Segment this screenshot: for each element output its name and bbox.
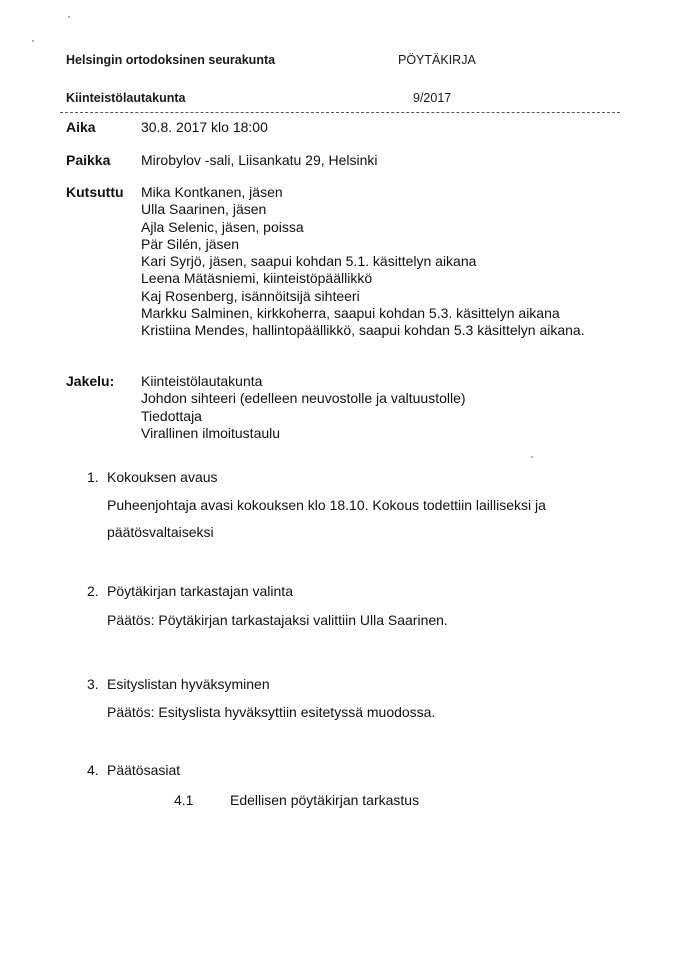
subsection-number: 4.1: [174, 792, 194, 808]
document-number: 9/2017: [413, 91, 452, 105]
attendee-item: Pär Silén, jäsen: [141, 235, 240, 252]
section-number: 3.: [87, 676, 99, 692]
paikka-value: Mirobylov -sali, Liisankatu 29, Helsinki: [141, 152, 378, 168]
distribution-list: [141, 373, 466, 442]
scan-speck: [531, 456, 533, 458]
section-title: Kokouksen avaus: [107, 469, 218, 485]
committee-name: Kiinteistölautakunta: [66, 91, 186, 105]
distribution-item: Johdon sihteeri (edelleen neuvostolle ja valtuustolle): [141, 390, 466, 407]
section-number: 1.: [87, 469, 99, 485]
aika-value: 30.8. 2017 klo 18:00: [141, 119, 268, 135]
aika-label: Aika: [66, 119, 96, 135]
attendee-item: Markku Salminen, kirkkoherra, saapui kohdan 5.3. käsittelyn aikana: [141, 305, 560, 322]
section-text: Puheenjohtaja avasi kokouksen klo 18.10. Kokous todettiin lailliseksi ja: [107, 497, 546, 513]
organization-name: Helsingin ortodoksinen seurakunta: [66, 53, 276, 67]
section-title: Pöytäkirjan tarkastajan valinta: [107, 583, 293, 599]
paikka-label: Paikka: [66, 152, 111, 168]
attendee-item: Kristiina Mendes, hallintopäällikkö, saapui kohdan 5.3 käsittelyn aikana.: [141, 322, 585, 339]
section-number: 4.: [87, 762, 99, 778]
distribution-item: Tiedottaja: [141, 407, 202, 424]
scan-speck: [68, 16, 70, 18]
distribution-item: Virallinen ilmoitustaulu: [141, 424, 281, 441]
subsection-title: Edellisen pöytäkirjan tarkastus: [230, 792, 420, 808]
attendee-item: Ulla Saarinen, jäsen: [141, 201, 267, 218]
kutsuttu-label: Kutsuttu: [66, 184, 124, 200]
section-number: 2.: [87, 583, 99, 599]
document-type: PÖYTÄKIRJA: [398, 53, 476, 67]
scan-speck: [32, 40, 34, 42]
section-title: Esityslistan hyväksyminen: [107, 676, 270, 692]
section-text: Päätös: Esityslista hyväksyttiin esitetyssä muodossa.: [107, 704, 436, 720]
attendee-item: Kari Syrjö, jäsen, saapui kohdan 5.1. käsittelyn aikana: [141, 253, 477, 270]
section-text: Päätös: Pöytäkirjan tarkastajaksi valittiin Ulla Saarinen.: [107, 612, 448, 628]
header-divider: [60, 112, 620, 113]
attendee-item: Leena Mätäsniemi, kiinteistöpäällikkö: [141, 270, 373, 287]
section-title: Päätösasiat: [107, 762, 181, 778]
section-text: päätösvaltaiseksi: [107, 524, 214, 540]
attendee-list: [141, 184, 585, 340]
jakelu-label: Jakelu:: [66, 373, 115, 389]
attendee-item: Mika Kontkanen, jäsen: [141, 184, 283, 200]
attendee-item: Kaj Rosenberg, isännöitsijä sihteeri: [141, 287, 360, 304]
attendee-item: Ajla Selenic, jäsen, poissa: [141, 218, 304, 235]
distribution-item: Kiinteistölautakunta: [141, 373, 263, 389]
